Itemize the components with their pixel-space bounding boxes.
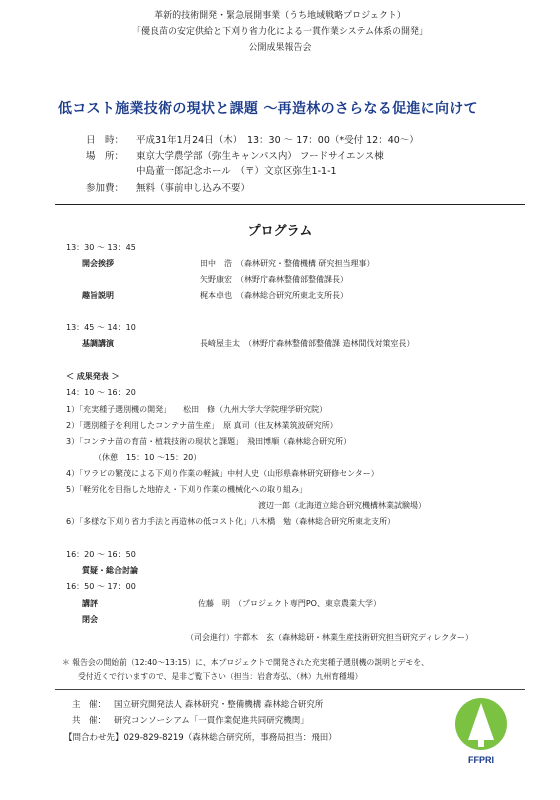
cohost-label: 共 催： bbox=[72, 716, 107, 726]
break-time: （休憩 15：10 ～15：20） bbox=[94, 453, 202, 462]
time-slot-2: 13：45 ～ 14：10 bbox=[66, 323, 136, 332]
fee-value: 無料（事前申し込み不要） bbox=[136, 183, 251, 194]
result-item-4: 4）「ワラビの繁茂による下刈り作業の軽減」中村人史（山形県森林研究研修センター） bbox=[66, 469, 379, 478]
result-item-6: 6）「多様な下刈り省力手法と再造林の低コスト化」八木橋 勉（森林総合研究所東北支所） bbox=[66, 517, 396, 526]
result-item-3: 3）「コンテナ苗の育苗・植栽技術の現状と課題」 飛田博順（森林総合研究所） bbox=[66, 437, 352, 446]
logo-text: FFPRI bbox=[468, 755, 494, 765]
note-line-2: 受付近くで行いますので、是非ご覧下さい（担当：岩倉寿弘、（林）九州育種場） bbox=[78, 672, 363, 681]
results-label: ＜ 成果発表 ＞ bbox=[66, 372, 120, 381]
cohost-value: 研究コンソーシアム「一貫作業促進共同研究機関」 bbox=[114, 716, 309, 726]
result-item-5: 5）「軽労化を目指した地拵え・下刈り作業の機械化への取り組み」 bbox=[66, 485, 308, 494]
fee-label: 参加費： bbox=[86, 183, 125, 194]
time-slot-5: 16：50 ～ 17：00 bbox=[66, 582, 136, 591]
date-value: 平成31年1月24日（木） 13：30 ～ 17：00（*受付 12：40～） bbox=[136, 135, 419, 146]
contact-info: 【問合わせ先】029-829-8219（森林総合研究所，事務局担当：飛田） bbox=[64, 733, 337, 743]
divider-top bbox=[55, 204, 525, 205]
overview-label: 趣旨説明 bbox=[82, 291, 114, 300]
divider-bottom bbox=[55, 689, 525, 690]
opening-person-1: 田中 浩 （森林研究・整備機構 研究担当理事） bbox=[200, 259, 375, 268]
time-slot-4: 16：20 ～ 16：50 bbox=[66, 550, 136, 559]
tree-trunk-shape bbox=[478, 740, 484, 747]
moderator: （司会進行）宇都木 玄（森林総研・林業生産技術研究担当研究ディレクター） bbox=[186, 633, 474, 642]
place-value-1: 東京大学農学部（弥生キャンパス内） フードサイエンス棟 bbox=[136, 151, 384, 162]
keynote-person: 長崎屋圭太 （林野庁森林整備部整備課 造林間伐対策室長） bbox=[200, 339, 415, 348]
date-label: 日 時： bbox=[86, 135, 125, 146]
result-item-2: 2）「選別種子を利用したコンテナ苗生産」 原 真司（住友林業筑波研究所） bbox=[66, 421, 338, 430]
result-item-1: 1）「充実種子選別機の開発」 松田 修（九州大学大学院理学研究院） bbox=[66, 405, 328, 414]
note-line-1: ＊ 報告会の開始前（12:40～13:15）に、本プロジェクトで開発された充実種子選別機の説明とデモを、 bbox=[62, 658, 429, 667]
host-label: 主 催： bbox=[72, 700, 107, 710]
ffpri-logo bbox=[454, 696, 508, 768]
opening-person-2: 矢野康宏 （林野庁森林整備部整備課長） bbox=[200, 275, 348, 284]
qa-label: 質疑・総合討論 bbox=[82, 566, 138, 575]
header-line-1: 革新的技術開発・緊急展開事業（うち地域戦略プロジェクト） bbox=[154, 11, 406, 21]
result-item-5-presenter: 渡辺一郎（北海道立総合研究機構林業試験場） bbox=[258, 501, 426, 510]
place-value-2: 中島董一郎記念ホール （〒）文京区弥生1-1-1 bbox=[136, 166, 337, 177]
opening-label: 開会挨拶 bbox=[82, 259, 114, 268]
overview-person: 梶本卓也 （森林総合研究所東北支所長） bbox=[200, 291, 348, 300]
place-label: 場 所： bbox=[86, 151, 125, 162]
time-slot-3: 14：10 ～ 16：20 bbox=[66, 388, 136, 397]
closing-label: 閉会 bbox=[82, 615, 98, 624]
keynote-label: 基調講演 bbox=[82, 339, 114, 348]
header-line-2: 「優良苗の安定供給と下刈り省力化による一貫作業システム体系の開発」 bbox=[131, 27, 429, 37]
review-label: 講評 bbox=[82, 599, 98, 608]
page-title: 低コスト施業技術の現状と課題 ～再造林のさらなる促進に向けて bbox=[58, 101, 478, 117]
time-slot-1: 13：30 ～ 13：45 bbox=[66, 243, 136, 252]
program-title: プログラム bbox=[247, 224, 313, 239]
review-person: 佐藤 明 （プロジェクト専門PO、東京農業大学） bbox=[198, 599, 381, 608]
header-line-3: 公開成果報告会 bbox=[248, 43, 312, 53]
host-value: 国立研究開発法人 森林研究・整備機構 森林総合研究所 bbox=[114, 700, 324, 710]
